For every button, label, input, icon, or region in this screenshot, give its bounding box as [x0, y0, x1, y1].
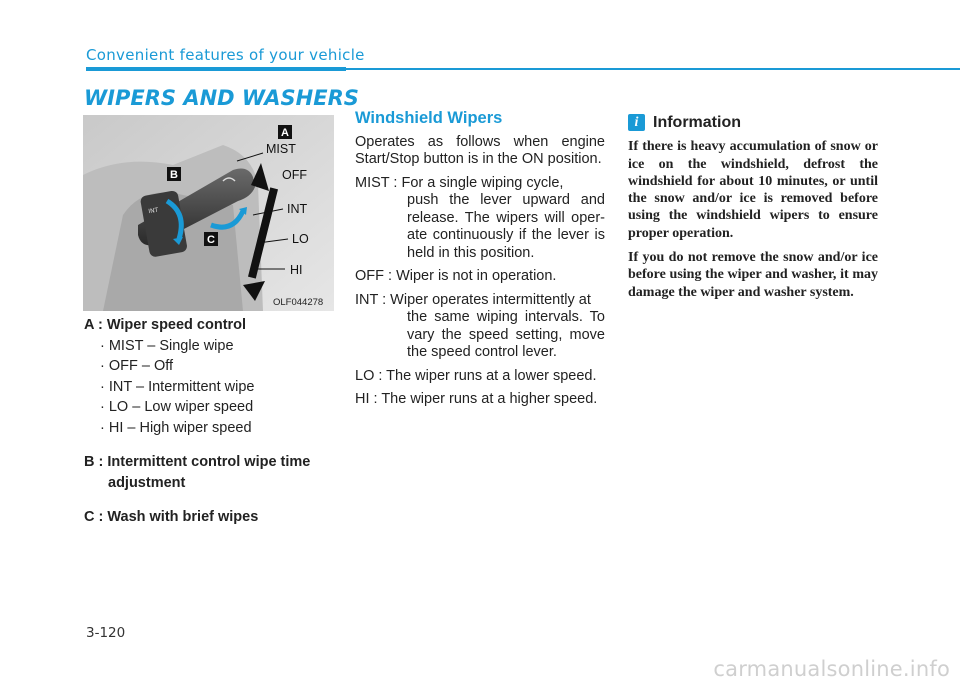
position-label-int: INT	[287, 202, 308, 216]
wiper-lever-figure	[83, 115, 334, 311]
mode-lo: LO : The wiper runs at a lower speed.	[355, 367, 597, 384]
header-rule	[346, 68, 960, 70]
information-title: Information	[653, 114, 741, 131]
position-label-lo: LO	[292, 232, 309, 246]
information-box	[628, 114, 878, 308]
callout-b-label: B	[170, 169, 178, 181]
legend-b-cont: adjustment	[108, 474, 186, 491]
info-icon: i	[628, 114, 645, 131]
page-number: 3-120	[86, 625, 126, 641]
callout-c-label: C	[207, 234, 215, 246]
legend-a-item: · MIST – Single wipe	[100, 337, 234, 354]
information-header	[628, 114, 878, 131]
legend-a-item: · HI – High wiper speed	[100, 419, 252, 436]
mode-int	[355, 292, 605, 362]
legend-a-item: · INT – Intermittent wipe	[100, 378, 255, 395]
information-para-1: If there is heavy accumulation of snow or ice on the windshield, defrost the windshield for about 10 minutes, or until the snow and/or ice is removed before using the windshield wipers to ensure proper operation.	[628, 139, 878, 241]
legend-b: B : Intermittent control wipe time	[84, 454, 311, 470]
mode-hi: HI : The wiper runs at a higher speed.	[355, 391, 598, 407]
mode-mist-body: push the lever upward and release. The wipers will oper-ate continuously if the lever is held in this position.	[407, 192, 605, 261]
svg-text:INT: INT	[147, 206, 159, 216]
mode-int-first: INT : Wiper operates intermittently at	[355, 291, 591, 308]
mode-mist	[355, 175, 605, 263]
watermark: carmanualsonline.info	[713, 657, 950, 681]
legend-a: A : Wiper speed control	[84, 317, 247, 333]
windshield-wipers-section	[355, 110, 605, 415]
position-label-off: OFF	[282, 168, 307, 182]
wipers-heading: Windshield Wipers	[355, 109, 503, 127]
callout-a-label: A	[281, 127, 289, 139]
mode-int-body: the same wiping intervals. To vary the speed setting, move the speed control lever.	[407, 309, 605, 360]
section-header-title: Convenient features of your vehicle	[86, 46, 365, 64]
wiper-lever-illustration	[83, 115, 334, 311]
figure-code: OLF044278	[273, 297, 324, 308]
legend-a-item: · LO – Low wiper speed	[100, 399, 254, 415]
page-title: WIPERS AND WASHERS	[84, 86, 359, 110]
header-accent-bar	[86, 67, 346, 71]
information-para-2: If you do not remove the snow and/or ice before using the wiper and washer, it may damage the wiper and washer system.	[628, 250, 878, 300]
wipers-intro: Operates as follows when engine Start/Stop button is in the ON position.	[355, 133, 605, 167]
mode-mist-first: MIST : For a single wiping cycle,	[355, 174, 564, 191]
mode-off: OFF : Wiper is not in operation.	[355, 268, 557, 284]
legend-list	[84, 315, 334, 528]
position-label-hi: HI	[290, 263, 303, 277]
legend-c: C : Wash with brief wipes	[84, 509, 259, 525]
position-label-mist: MIST	[266, 142, 296, 156]
legend-a-item: · OFF – Off	[100, 358, 174, 374]
